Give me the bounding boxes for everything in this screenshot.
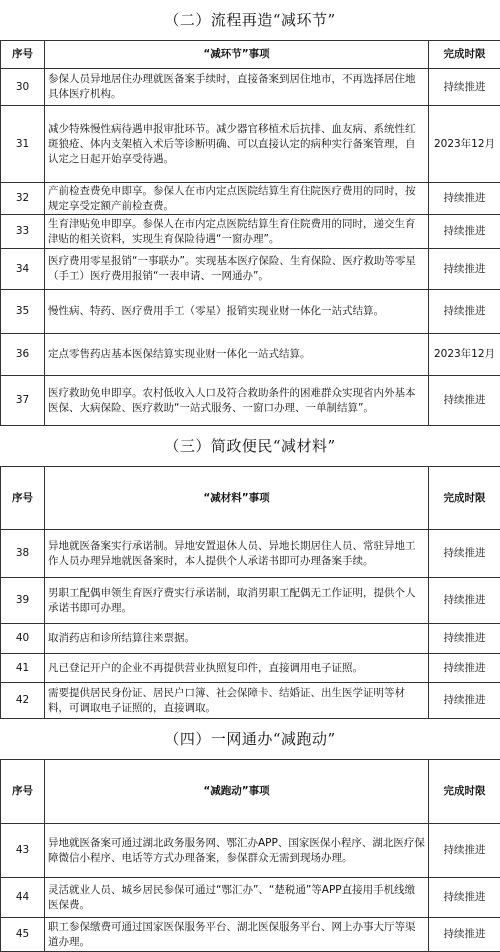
- header-deadline: 完成时限: [429, 760, 500, 824]
- table-row: [1, 249, 500, 290]
- header-deadline: 完成时限: [429, 467, 500, 530]
- row-deadline: 持续推进: [429, 183, 500, 215]
- table-section-3: [0, 466, 500, 719]
- section-title-4: （四）一网通办“减跑动”: [0, 719, 500, 759]
- row-number: 40: [1, 624, 45, 654]
- table-row: [1, 334, 500, 376]
- table-row: [1, 530, 500, 578]
- row-description: 男职工配偶申领生育医疗费实行承诺制，取消男职工配偶无工作证明，提供个人承诺书即可办理。: [45, 578, 429, 624]
- table-row: [1, 654, 500, 683]
- row-deadline: 持续推进: [429, 530, 500, 578]
- row-deadline: 持续推进: [429, 69, 500, 106]
- row-deadline: 持续推进: [429, 824, 500, 878]
- table-row: [1, 824, 500, 878]
- table-row: [1, 624, 500, 654]
- row-description: 职工参保缴费可通过国家医保服务平台、湖北医保服务平台、网上办事大厅等渠道办理。: [45, 918, 429, 952]
- row-deadline: 持续推进: [429, 215, 500, 249]
- row-deadline: 持续推进: [429, 654, 500, 683]
- row-description: 定点零售药店基本医保结算实现业财一体化一站式结算。: [45, 334, 429, 376]
- row-description: 灵活就业人员、城乡居民参保可通过“鄂汇办”、“楚税通”等APP直接用手机线缴医保费。: [45, 878, 429, 918]
- row-deadline: 2023年12月: [429, 334, 500, 376]
- row-number: 44: [1, 878, 45, 918]
- row-description: 医疗救助免申即享。农村低收入人口及符合救助条件的困难群众实现省内外基本医保、大病保险、医疗救助“一站式服务、一窗口办理、一单制结算”。: [45, 376, 429, 426]
- row-number: 45: [1, 918, 45, 952]
- row-description: 凡已登记开户的企业不再提供营业执照复印件，直接调用电子证照。: [45, 654, 429, 683]
- table-row: [1, 878, 500, 918]
- row-deadline: 持续推进: [429, 918, 500, 952]
- row-description: 产前检查费免申即享。参保人在市内定点医院结算生育住院医疗费用的同时，按规定享受定额产前检查费。: [45, 183, 429, 215]
- header-number: 序号: [1, 760, 45, 824]
- table-row: [1, 376, 500, 426]
- row-number: 38: [1, 530, 45, 578]
- row-number: 41: [1, 654, 45, 683]
- row-description: 异地就医备案实行承诺制。异地安置退休人员、异地长期居住人员、常驻异地工作人员办理异地就医备案时，本人提供个人承诺书即可办理备案手续。: [45, 530, 429, 578]
- table-header: [1, 467, 500, 530]
- table-row: [1, 106, 500, 183]
- row-number: 31: [1, 106, 45, 183]
- row-description: 需要提供居民身份证、居民户口簿、社会保障卡、结婚证、出生医学证明等材料，可调取电子证照的，直接调取。: [45, 683, 429, 719]
- row-number: 32: [1, 183, 45, 215]
- row-description: 医疗费用零星报销“一事联办”。实现基本医疗保险、生育保险、医疗救助等零星（手工）医疗费用报销“一表申请、一网通办”。: [45, 249, 429, 290]
- section-title-2: （二）流程再造“减环节”: [0, 0, 500, 40]
- row-deadline: 持续推进: [429, 249, 500, 290]
- row-number: 35: [1, 290, 45, 334]
- table-section-4: [0, 759, 500, 952]
- row-number: 39: [1, 578, 45, 624]
- row-description: 参保人员异地居住办理就医备案手续时，直接备案到居住地市，不再选择居住地具体医疗机构。: [45, 69, 429, 106]
- table-row: [1, 183, 500, 215]
- table-header: [1, 41, 500, 69]
- table-row: [1, 69, 500, 106]
- table-row: [1, 290, 500, 334]
- row-deadline: 持续推进: [429, 376, 500, 426]
- header-item: “减材料”事项: [45, 467, 429, 530]
- row-number: 30: [1, 69, 45, 106]
- row-description: 生育津贴免申即享。参保人在市内定点医院结算生育住院费用的同时，递交生育津贴的相关资料，实现生育保险待遇“一窗办理”。: [45, 215, 429, 249]
- row-deadline: 持续推进: [429, 683, 500, 719]
- table-row: [1, 215, 500, 249]
- table-row: [1, 918, 500, 952]
- row-number: 36: [1, 334, 45, 376]
- header-item: “减环节”事项: [45, 41, 429, 69]
- header-item: “减跑动”事项: [45, 760, 429, 824]
- header-deadline: 完成时限: [429, 41, 500, 69]
- table-row: [1, 578, 500, 624]
- row-deadline: 持续推进: [429, 578, 500, 624]
- row-deadline: 2023年12月: [429, 106, 500, 183]
- row-description: 取消药店和诊所结算往来票据。: [45, 624, 429, 654]
- row-number: 33: [1, 215, 45, 249]
- row-number: 37: [1, 376, 45, 426]
- table-section-2: [0, 40, 500, 426]
- row-description: 异地就医备案可通过湖北政务服务网、鄂汇办APP、国家医保小程序、湖北医疗保障微信小程序、电话等方式办理备案，参保群众无需到现场办理。: [45, 824, 429, 878]
- row-deadline: 持续推进: [429, 624, 500, 654]
- row-description: 减少特殊慢性病待遇申报审批环节。减少器官移植术后抗排、血友病、系统性红斑狼疮、体内支架植入术后等诊断明确、可以直接认定的病种实行备案管理，自认定之日起开始享受待遇。: [45, 106, 429, 183]
- row-number: 43: [1, 824, 45, 878]
- row-deadline: 持续推进: [429, 878, 500, 918]
- row-deadline: 持续推进: [429, 290, 500, 334]
- section-title-3: （三）简政便民“减材料”: [0, 426, 500, 466]
- table-header: [1, 760, 500, 824]
- table-row: [1, 683, 500, 719]
- header-number: 序号: [1, 41, 45, 69]
- header-number: 序号: [1, 467, 45, 530]
- row-description: 慢性病、特药、医疗费用手工（零星）报销实现业财一体化一站式结算。: [45, 290, 429, 334]
- row-number: 42: [1, 683, 45, 719]
- row-number: 34: [1, 249, 45, 290]
